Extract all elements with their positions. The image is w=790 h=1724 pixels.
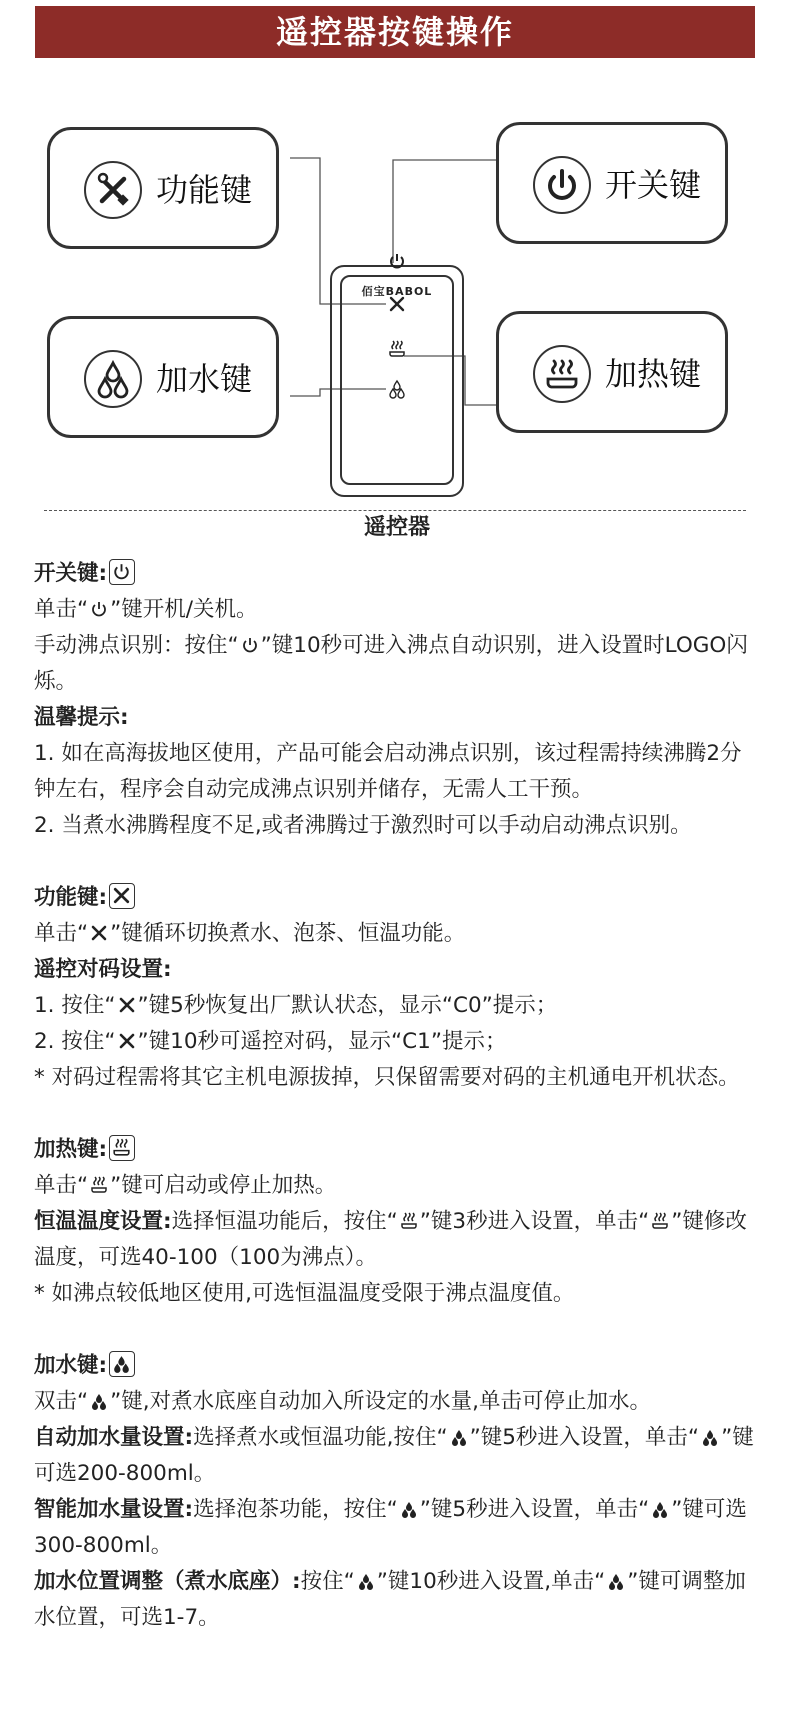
text: ”键3秒进入设置，单击“ [419, 1209, 650, 1234]
water-drops-icon [699, 1426, 721, 1448]
constant-temp-title: 恒温温度设置: [34, 1209, 172, 1234]
water-line-4 [34, 1564, 762, 1636]
pairing-note: * 对码过程需将其它主机电源拔掉，只保留需要对码的主机通电开机状态。 [34, 1065, 740, 1090]
text: ”键可调整加水位置，可选1-7。 [34, 1569, 746, 1630]
heat-note: * 如沸点较低地区使用,可选恒温温度受限于沸点温度值。 [34, 1281, 575, 1306]
text: ”键开机/关机。 [110, 597, 258, 622]
text: 单击“ [34, 921, 89, 946]
remote-water-button[interactable] [386, 378, 408, 400]
text: ”键10秒可遥控对码，显示“C1”提示； [137, 1029, 507, 1054]
text: ”键5秒进入设置，单击“ [469, 1425, 700, 1450]
remote-power-button[interactable] [386, 250, 408, 272]
auto-water-title: 自动加水量设置: [34, 1425, 194, 1450]
text: 1. 按住“ [34, 993, 116, 1018]
text: ”键循环切换煮水、泡茶、恒温功能。 [110, 921, 466, 946]
text: 单击“ [34, 597, 89, 622]
water-section-title [34, 1348, 762, 1384]
text: ”键可选200-800ml。 [34, 1425, 754, 1486]
power-icon [109, 559, 135, 585]
function-key-label: 功能键 [156, 171, 253, 209]
text: 双击“ [34, 1389, 89, 1414]
water-drops-icon [88, 1390, 110, 1412]
remote-caption: 遥控器 [363, 515, 430, 540]
heat-steam-icon [533, 345, 591, 403]
text: 手动沸点识别：按住“ [34, 633, 239, 658]
function-line-3 [34, 1024, 762, 1060]
heat-key-label: 加热键 [605, 355, 702, 393]
function-title-text: 功能键: [34, 885, 108, 910]
text: ”键5秒恢复出厂默认状态，显示“C0”提示； [137, 993, 558, 1018]
remote-function-button[interactable] [386, 293, 408, 315]
divider [44, 510, 746, 511]
water-position-title: 加水位置调整（煮水底座）: [34, 1569, 301, 1594]
text: ”键,对煮水底座自动加入所设定的水量,单击可停止加水。 [110, 1389, 651, 1414]
function-line-2 [34, 988, 762, 1024]
text: ”键修改温度，可选40-100（100为沸点）。 [34, 1209, 747, 1270]
water-key-box [47, 316, 279, 438]
water-drops-icon [605, 1570, 627, 1592]
heat-section-title [34, 1132, 762, 1168]
power-icon [88, 598, 110, 620]
text: 选择恒温功能后，按住“ [171, 1209, 398, 1234]
tip-2: 2. 当煮水沸腾程度不足,或者沸腾过于激烈时可以手动启动沸点识别。 [34, 813, 692, 838]
water-line-3 [34, 1492, 762, 1564]
text: ”键10秒可进入沸点自动识别，进入设置时LOGO闪烁。 [34, 633, 748, 694]
water-title-text: 加水键: [34, 1353, 108, 1378]
tip-title: 温馨提示: [34, 705, 129, 730]
power-line-2 [34, 628, 762, 700]
water-drops-icon [355, 1570, 377, 1592]
water-drops-icon [109, 1351, 135, 1377]
function-line-1 [34, 916, 762, 952]
tools-icon [116, 1030, 138, 1052]
heat-key-box [496, 311, 728, 433]
smart-water-title: 智能加水量设置: [34, 1497, 194, 1522]
power-line-1 [34, 592, 762, 628]
tools-icon [116, 994, 138, 1016]
heat-steam-icon [398, 1210, 420, 1232]
heat-steam-icon [109, 1135, 135, 1161]
water-drops-icon [84, 350, 142, 408]
text: 单击“ [34, 1173, 89, 1198]
tools-icon [109, 883, 135, 909]
text: ”键10秒进入设置,单击“ [376, 1569, 606, 1594]
text: ”键5秒进入设置，单击“ [419, 1497, 650, 1522]
function-section-title [34, 880, 762, 916]
water-line-2 [34, 1420, 762, 1492]
power-title-text: 开关键: [34, 561, 108, 586]
water-drops-icon [649, 1498, 671, 1520]
text: ”键可启动或停止加热。 [110, 1173, 337, 1198]
tip-1: 1. 如在高海拔地区使用，产品可能会启动沸点识别，该过程需持续沸腾2分钟左右，程序会自动完成沸点识别并储存，无需人工干预。 [34, 741, 742, 802]
power-key-label: 开关键 [605, 166, 702, 204]
text: 选择泡茶功能，按住“ [193, 1497, 398, 1522]
water-drops-icon [398, 1498, 420, 1520]
instructions [34, 556, 762, 1636]
text: ”键可选300-800ml。 [34, 1497, 747, 1558]
text: 按住“ [300, 1569, 355, 1594]
water-key-label: 加水键 [156, 360, 253, 398]
heat-steam-icon [649, 1210, 671, 1232]
power-key-box [496, 122, 728, 244]
tools-icon [84, 161, 142, 219]
water-drops-icon [448, 1426, 470, 1448]
power-icon [533, 156, 591, 214]
tools-icon [88, 922, 110, 944]
heat-line-2 [34, 1204, 762, 1276]
text: 选择煮水或恒温功能,按住“ [193, 1425, 448, 1450]
function-key-box [47, 127, 279, 249]
pairing-title: 遥控对码设置: [34, 957, 172, 982]
power-section-title [34, 556, 762, 592]
heat-title-text: 加热键: [34, 1137, 108, 1162]
remote-brand: 佰宝BABOL [361, 285, 433, 298]
power-icon [239, 634, 261, 656]
page-title: 遥控器按键操作 [35, 6, 755, 58]
text: 2. 按住“ [34, 1029, 116, 1054]
heat-steam-icon [88, 1174, 110, 1196]
heat-line-1 [34, 1168, 762, 1204]
remote-heat-button[interactable] [386, 338, 408, 360]
water-line-1 [34, 1384, 762, 1420]
remote-diagram [0, 70, 790, 540]
